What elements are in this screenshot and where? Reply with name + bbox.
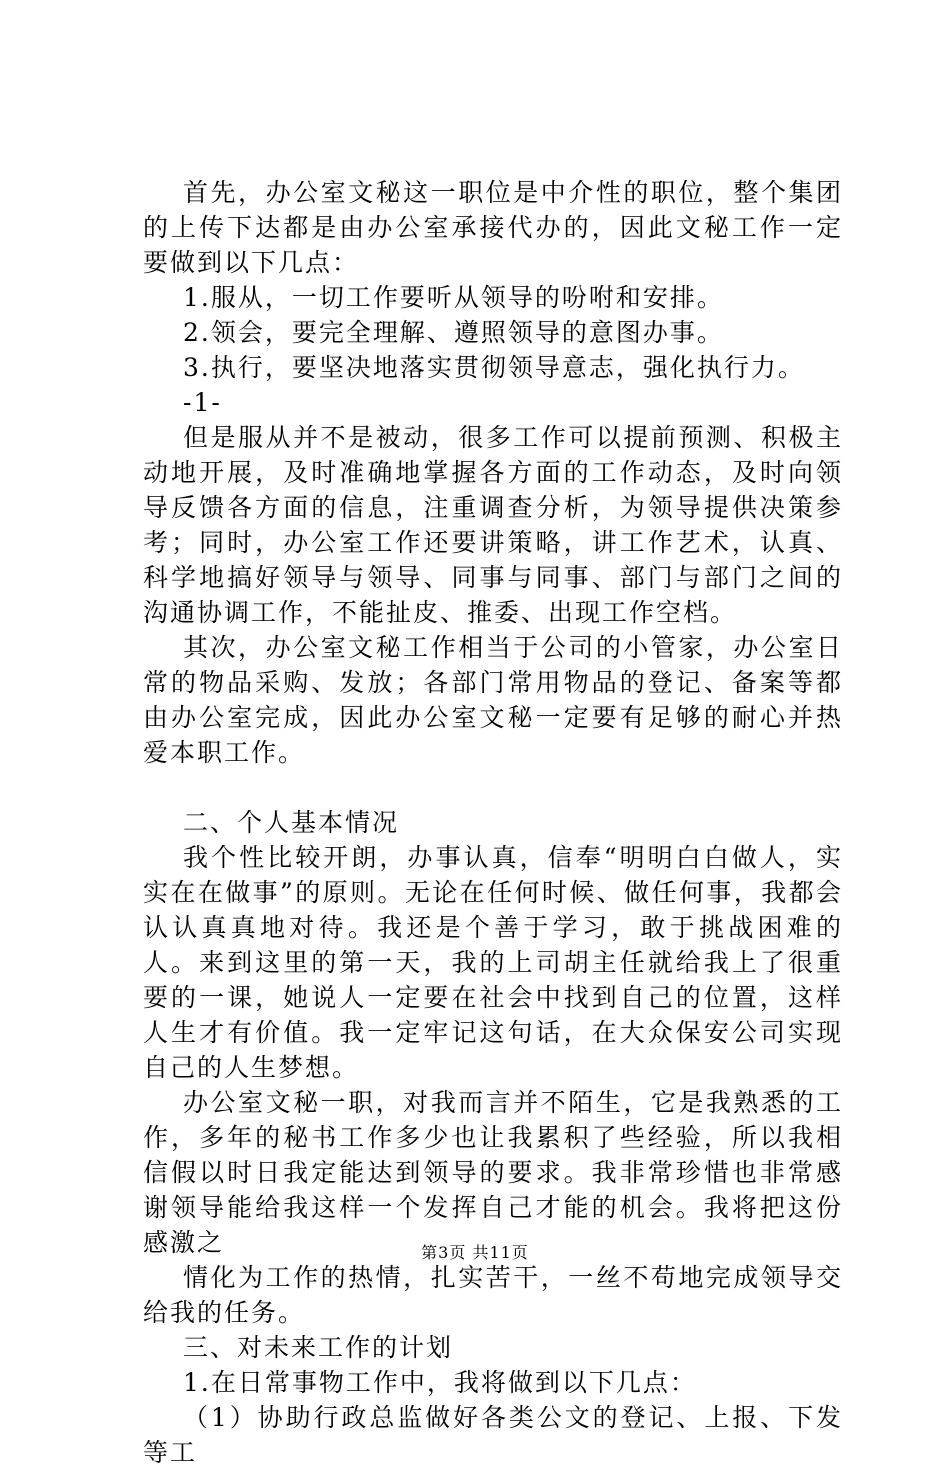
page-footer: 第3页 共11页 [421, 1243, 529, 1262]
paragraph-housekeeper: 其次，办公室文秘工作相当于公司的小管家，办公室日常的物品采购、发放；各部门常用物品的登记、备案等都由办公室完成，因此办公室文秘一定要有足够的耐心并热爱本职工作。 [143, 633, 843, 767]
list-item-execute: 3.执行，要坚决地落实贯彻领导意志，强化执行力。 [183, 353, 805, 382]
list-item-obey: 1.服从，一切工作要听从领导的吩咐和安排。 [183, 283, 724, 312]
paragraph-gratitude: 情化为工作的热情，扎实苦干，一丝不苟地完成领导交给我的任务。 [143, 1263, 843, 1327]
document-body [143, 175, 843, 1470]
paragraph-proactive: 但是服从并不是被动，很多工作可以提前预测、积极主动地开展，及时准确地掌握各方面的工作动态，及时向领导反馈各方面的信息，注重调查分析，为领导提供决策参考；同时，办公室工作还要讲策略，讲工作艺术，认真、科学地搞好领导与领导、同事与同事、部门与部门之间的沟通协调工作，不能扯皮、推委、出现工作空档。 [143, 423, 843, 627]
plan-subitem-documents: （1）协助行政总监做好各类公文的登记、上报、下发等工 [143, 1403, 843, 1467]
paragraph-experience: 办公室文秘一职，对我而言并不陌生，它是我熟悉的工作，多年的秘书工作多少也让我累积了些经验，所以我相信假以时日我定能达到领导的要求。我非常珍惜也非常感谢领导能给我这样一个发挥自己才能的机会。我将把这份感激之 [143, 1088, 843, 1257]
paragraph-spacer [143, 770, 843, 805]
paragraph-personality: 我个性比较开朗，办事认真，信奉“明明白白做人，实实在在做事”的原则。无论在任何时候、做任何事，我都会认认真真地对待。我还是个善于学习，敢于挑战困难的人。来到这里的第一天，我的上司胡主任就给我上了很重要的一课，她说人一定要在社会中找到自己的位置，这样人生才有价值。我一定牢记这句话，在大众保安公司实现自己的人生梦想。 [143, 843, 843, 1082]
list-item-understand: 2.领会，要完全理解、遵照领导的意图办事。 [183, 318, 724, 347]
section-heading-personal: 二、个人基本情况 [183, 808, 400, 837]
section-heading-plan: 三、对未来工作的计划 [183, 1333, 454, 1362]
inline-page-marker: -1- [183, 388, 222, 417]
paragraph-intro: 首先，办公室文秘这一职位是中介性的职位，整个集团的上传下达都是由办公室承接代办的，因此文秘工作一定要做到以下几点： [143, 178, 843, 277]
plan-item-daily: 1.在日常事物工作中，我将做到以下几点： [183, 1368, 697, 1397]
